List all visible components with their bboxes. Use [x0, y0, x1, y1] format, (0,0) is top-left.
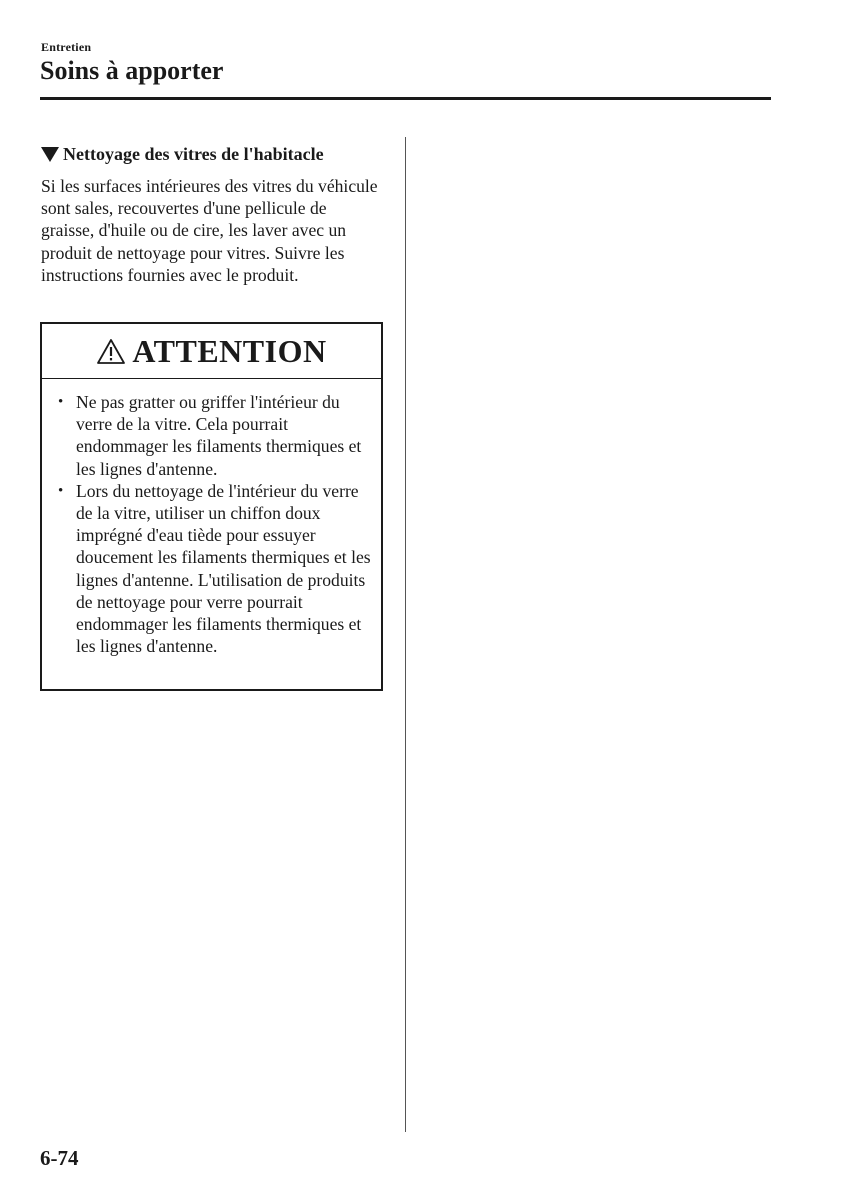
title-rule: [40, 97, 771, 100]
bullet-icon: •: [58, 394, 64, 410]
warning-triangle-icon: [96, 338, 126, 365]
body-paragraph: Si les surfaces intérieures des vitres du véhicule sont sales, recouvertes d'une pellicule de graisse, d'huile ou de cire, les laver avec un produit de nettoyage pour vitres. Suivre les instructions fournies avec le produit.: [41, 176, 378, 285]
triangle-down-icon: [41, 147, 59, 162]
attention-item-text: Ne pas gratter ou griffer l'intérieur du verre de la vitre. Cela pourrait endommager les filaments thermiques et les lignes d'antenne.: [76, 392, 362, 479]
attention-item: [42, 480, 381, 658]
subheading-text: Nettoyage des vitres de l'habitacle: [63, 144, 324, 164]
attention-title: ATTENTION: [132, 333, 327, 369]
attention-header: [42, 324, 381, 379]
attention-list: [42, 379, 381, 657]
attention-item: [42, 391, 381, 480]
page-title: Soins à apporter: [40, 56, 224, 85]
bullet-icon: •: [58, 482, 64, 499]
column-divider: [405, 137, 406, 1132]
left-column: [41, 142, 382, 286]
attention-item-text: Lors du nettoyage de l'intérieur du verre de la vitre, utiliser un chiffon doux imprégné d'eau tiède pour essuyer doucement les filaments thermiques et les lignes d'antenne. L'utilisation de produits de nettoyage pour verre pourrait endommager les filaments thermiques et les lignes d'antenne.: [76, 480, 371, 657]
subheading: [41, 142, 382, 166]
section-label: Entretien: [41, 40, 92, 54]
page-number: 6-74: [40, 1146, 79, 1170]
attention-box: [40, 322, 383, 691]
